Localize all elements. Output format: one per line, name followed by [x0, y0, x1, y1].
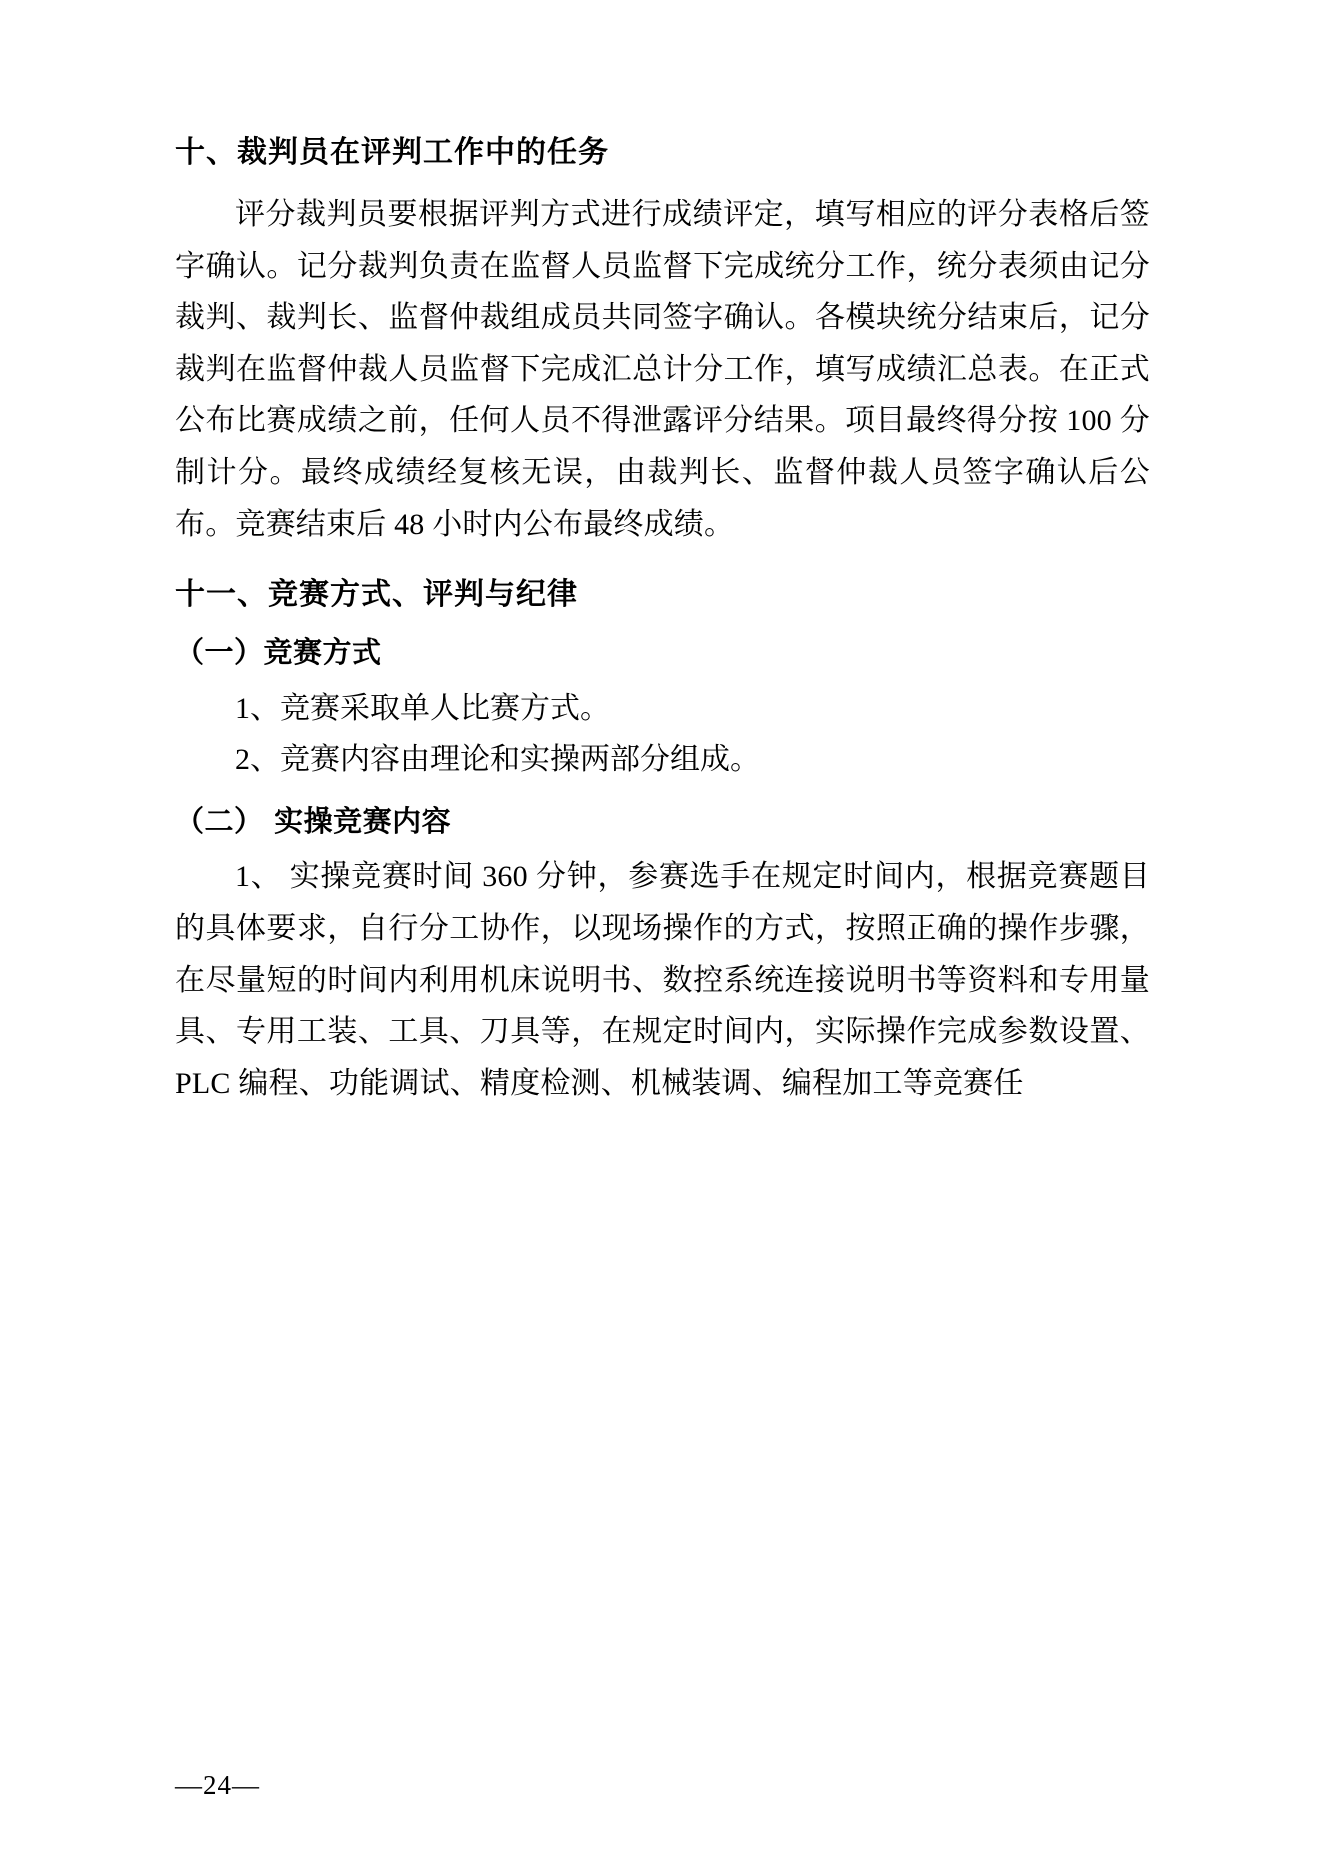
subsection-two-paragraph: 1、 实操竞赛时间 360 分钟，参赛选手在规定时间内，根据竞赛题目的具体要求，自行分工协作，以现场操作的方式，按照正确的操作步骤，在尽量短的时间内利用机床说明书、数控系统连接说明书等资料和专用量具、专用工装、工具、刀具等，在规定时间内，实际操作完成参数设置、PLC 编程、功能调试、精度检测、机械装调、编程加工等竞赛任 — [175, 860, 1150, 1100]
section-heading-ten: 十、裁判员在评判工作中的任务 — [175, 135, 609, 170]
page-number: —24— — [175, 1770, 260, 1800]
section-heading-eleven: 十一、竞赛方式、评判与纪律 — [175, 577, 578, 613]
section-ten-paragraph: 评分裁判员要根据评判方式进行成绩评定，填写相应的评分表格后签字确认。记分裁判负责在监督人员监督下完成统分工作，统分表须由记分裁判、裁判长、监督仲裁组成员共同签字确认。各模块统分结束后，记分裁判在监督仲裁人员监督下完成汇总计分工作，填写成绩汇总表。在正式公布比赛成绩之前，任何人员不得泄露评分结果。项目最终得分按 100 分制计分。最终成绩经复核无误，由裁判长、监督仲裁人员签字确认后公布。竞赛结束后 48 小时内公布最终成绩。 — [175, 198, 1150, 541]
subsection-heading-one: （一）竞赛方式 — [175, 635, 382, 670]
list-item: 2、竞赛内容由理论和实操两部分组成。 — [235, 743, 760, 777]
list-item: 1、竞赛采取单人比赛方式。 — [235, 691, 610, 725]
subsection-heading-two: （二） 实操竞赛内容 — [175, 803, 452, 838]
page-content — [175, 130, 1150, 1109]
